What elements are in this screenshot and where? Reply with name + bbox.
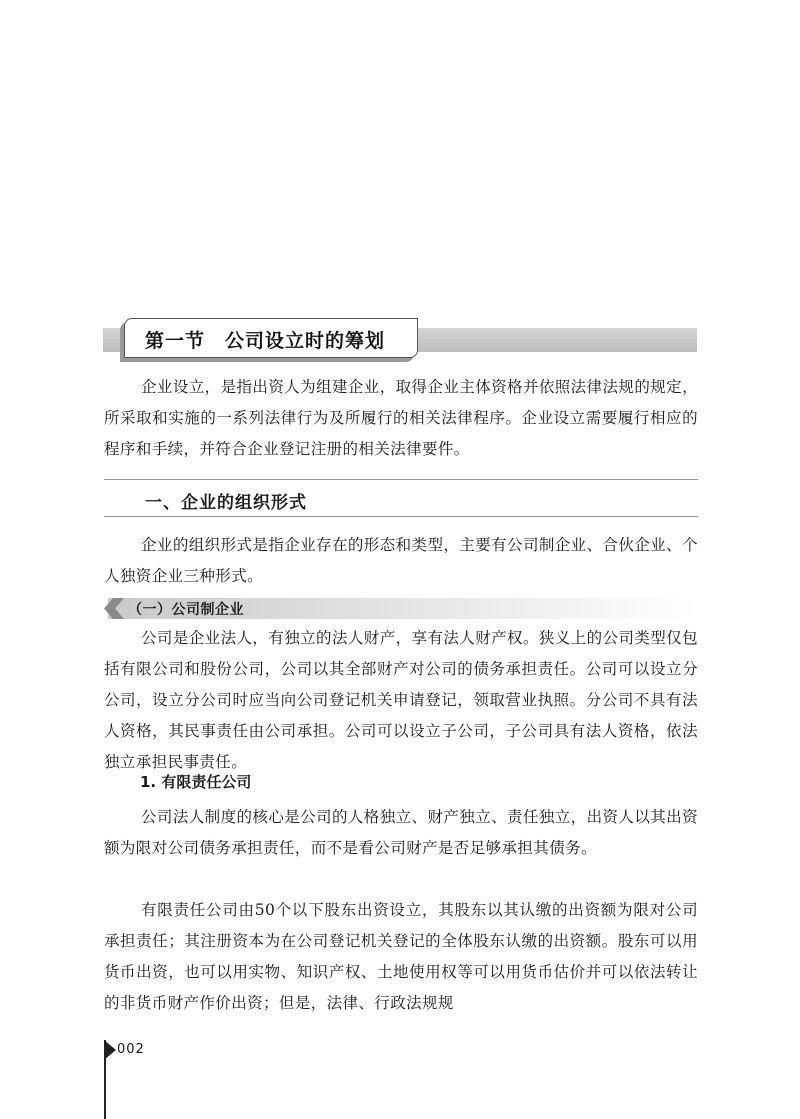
heading-organization-forms: 一、企业的组织形式 xyxy=(145,493,307,513)
organization-forms-paragraph: 企业的组织形式是指企业存在的形态和类型，主要有公司制企业、合伙企业、个人独资企业三种形式。 xyxy=(104,536,698,585)
page-number: 002 xyxy=(117,1042,145,1057)
intro-paragraph: 企业设立，是指出资人为组建企业，取得企业主体资格并依照法律法规的规定，所采取和实施的一系列法律行为及所履行的相关法律程序。企业设立需要履行相应的程序和手续，并符合企业登记注册的相关法律要件。 xyxy=(104,378,698,458)
llc-paragraph-2: 有限责任公司由50个以下股东出资设立，其股东以其认缴的出资额为限对公司承担责任；其注册资本为在公司登记机关登记的全体股东认缴的出资额。股东可以用货币出资，也可以用实物、知识产权、土地使用权等可以用货币估价并可以依法转让的非货币财产作价出资；但是，法律、行政法规规 xyxy=(104,901,698,1012)
section-title: 第一节 公司设立时的筹划 xyxy=(145,330,386,352)
subsection-title: （一）公司制企业 xyxy=(128,602,244,618)
chevron-icon xyxy=(104,598,124,619)
heading-top-rule xyxy=(104,479,698,480)
heading-bottom-rule xyxy=(104,516,698,517)
llc-paragraph-1: 公司法人制度的核心是公司的人格独立、财产独立、责任独立，出资人以其出资额为限对公司债务承担责任，而不是看公司财产是否足够承担其债务。 xyxy=(104,808,698,857)
company-enterprise-paragraph: 公司是企业法人，有独立的法人财产，享有法人财产权。狭义上的公司类型仅包括有限公司和股份公司，公司以其全部财产对公司的债务承担责任。公司可以设立分公司，设立分公司时应当向公司登记机关申请登记，领取营业执照。分公司不具有法人资格，其民事责任由公司承担。公司可以设立子公司，子公司具有法人资格，依法独立承担民事责任。 xyxy=(104,629,698,771)
heading-limited-liability-company: 1. 有限责任公司 xyxy=(140,773,252,791)
page-marker-icon xyxy=(104,1040,118,1060)
